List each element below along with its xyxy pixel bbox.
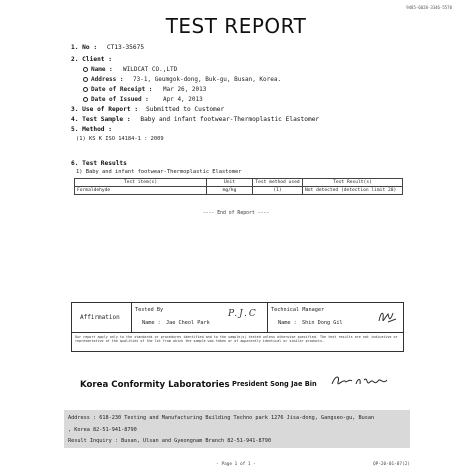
president-signature-icon <box>330 372 390 392</box>
table-cell: (1) <box>253 187 303 195</box>
manager-signature-icon <box>376 307 398 327</box>
date-of-receipt-row <box>83 86 207 93</box>
end-of-report: ---- End of Report ---- <box>202 211 270 216</box>
affirmation-box <box>71 302 404 352</box>
manager-name-label: Name : <box>278 320 297 326</box>
bullet-circle-icon <box>83 67 88 72</box>
date-of-receipt-label: Date of Receipt : <box>91 86 153 93</box>
technical-manager-label: Technical Manager <box>271 307 325 313</box>
test-results-subtitle: 1) Baby and infant footwear-Thermoplastic Elastomer <box>76 169 242 175</box>
president-line: President Song Jae Bin <box>232 380 317 388</box>
test-sample <box>71 116 319 123</box>
report-number <box>71 44 144 51</box>
header-cell: Test item(s) <box>75 179 207 187</box>
header-cell: Test method used <box>253 179 303 187</box>
bullet-circle-icon <box>83 97 88 102</box>
method-value: (1) KS K ISO 14184-1 : 2009 <box>76 136 164 142</box>
table-cell: Not detected (detection limit 20) <box>303 187 403 195</box>
client-name-value: WILDCAT CO.,LTD <box>123 66 178 73</box>
client-address-row <box>83 76 282 83</box>
footer-inquiry-line: Result Inquiry : Busan, Ulsan and Gyeongnam Branch 82-51-941-8790 <box>68 438 272 444</box>
date-of-issued-label: Date of Issued : <box>91 96 149 103</box>
report-number-label: 1. No : <box>71 44 98 51</box>
header-cell: Unit <box>207 179 253 187</box>
footer-address-bar <box>64 410 410 448</box>
bullet-circle-icon <box>83 77 88 82</box>
tester-name-label: Name : <box>142 320 161 326</box>
client-address-value: 73-1, Geumgok-dong, Buk-gu, Busan, Korea. <box>133 76 282 83</box>
date-of-issued-value: Apr 4, 2013 <box>163 96 203 103</box>
use-of-report-value: Submitted to Customer <box>146 106 225 113</box>
page-number: - Page 1 of 1 - <box>216 462 256 467</box>
client-name-label: Name : <box>91 66 113 73</box>
tester-signature: P.J.C <box>228 309 258 319</box>
client-heading: 2. Client : <box>71 56 112 63</box>
tested-by-label: Tested By <box>135 307 164 313</box>
affirmation-cell <box>72 303 132 332</box>
use-of-report-label: 3. Use of Report : <box>71 106 139 113</box>
client-name-row <box>83 66 178 73</box>
laboratory-name: Korea Conformity Laboratories <box>80 380 230 390</box>
report-title: TEST REPORT <box>165 14 307 38</box>
table-row <box>75 187 403 195</box>
method-heading: 5. Method : <box>71 126 112 133</box>
header-cell: Test Result(s) <box>303 179 403 187</box>
divider <box>72 332 403 333</box>
manager-name: Shin Dong Gil <box>302 320 343 326</box>
form-number: QP-20-01-07(2) <box>372 462 410 467</box>
test-sample-value: Baby and infant footwear-Thermoplastic Elastomer <box>140 116 320 123</box>
test-results-heading: 6. Test Results <box>71 160 127 167</box>
affirmation-label: Affirmation <box>80 314 120 321</box>
footer-address-line-1: Address : 618-230 Testing and Manufacturing Building Techno park 1276 Jisa-dong, Gangseo-gu, Busan <box>68 415 375 421</box>
technical-manager-cell <box>268 303 405 332</box>
table-cell: mg/kg <box>207 187 253 195</box>
use-of-report <box>71 106 225 113</box>
results-table-header <box>75 179 403 187</box>
client-address-label: Address : <box>91 76 124 83</box>
table-cell: Formaldehyde <box>75 187 207 195</box>
date-of-receipt-value: Mar 26, 2013 <box>163 86 207 93</box>
test-sample-label: 4. Test Sample : <box>71 116 131 123</box>
disclaimer-text: Our report apply only to the standards or procedures identified and to the sample(s) tested unless otherwise specified. The test results are not indicative or representative of the qualities of the lot from which the sample was taken or of apparently identical or similar products. <box>75 335 398 344</box>
bullet-circle-icon <box>83 87 88 92</box>
document-code: 9485-6028-3346-5570 <box>406 5 452 10</box>
report-number-value: CT13-35675 <box>106 44 145 51</box>
tester-name: Jae Cheol Park <box>166 320 210 326</box>
tested-by-cell <box>132 303 268 332</box>
results-table <box>74 178 403 195</box>
footer-address-line-2: , Korea 82-51-941-8790 <box>68 427 137 433</box>
date-of-issued-row <box>83 96 203 103</box>
